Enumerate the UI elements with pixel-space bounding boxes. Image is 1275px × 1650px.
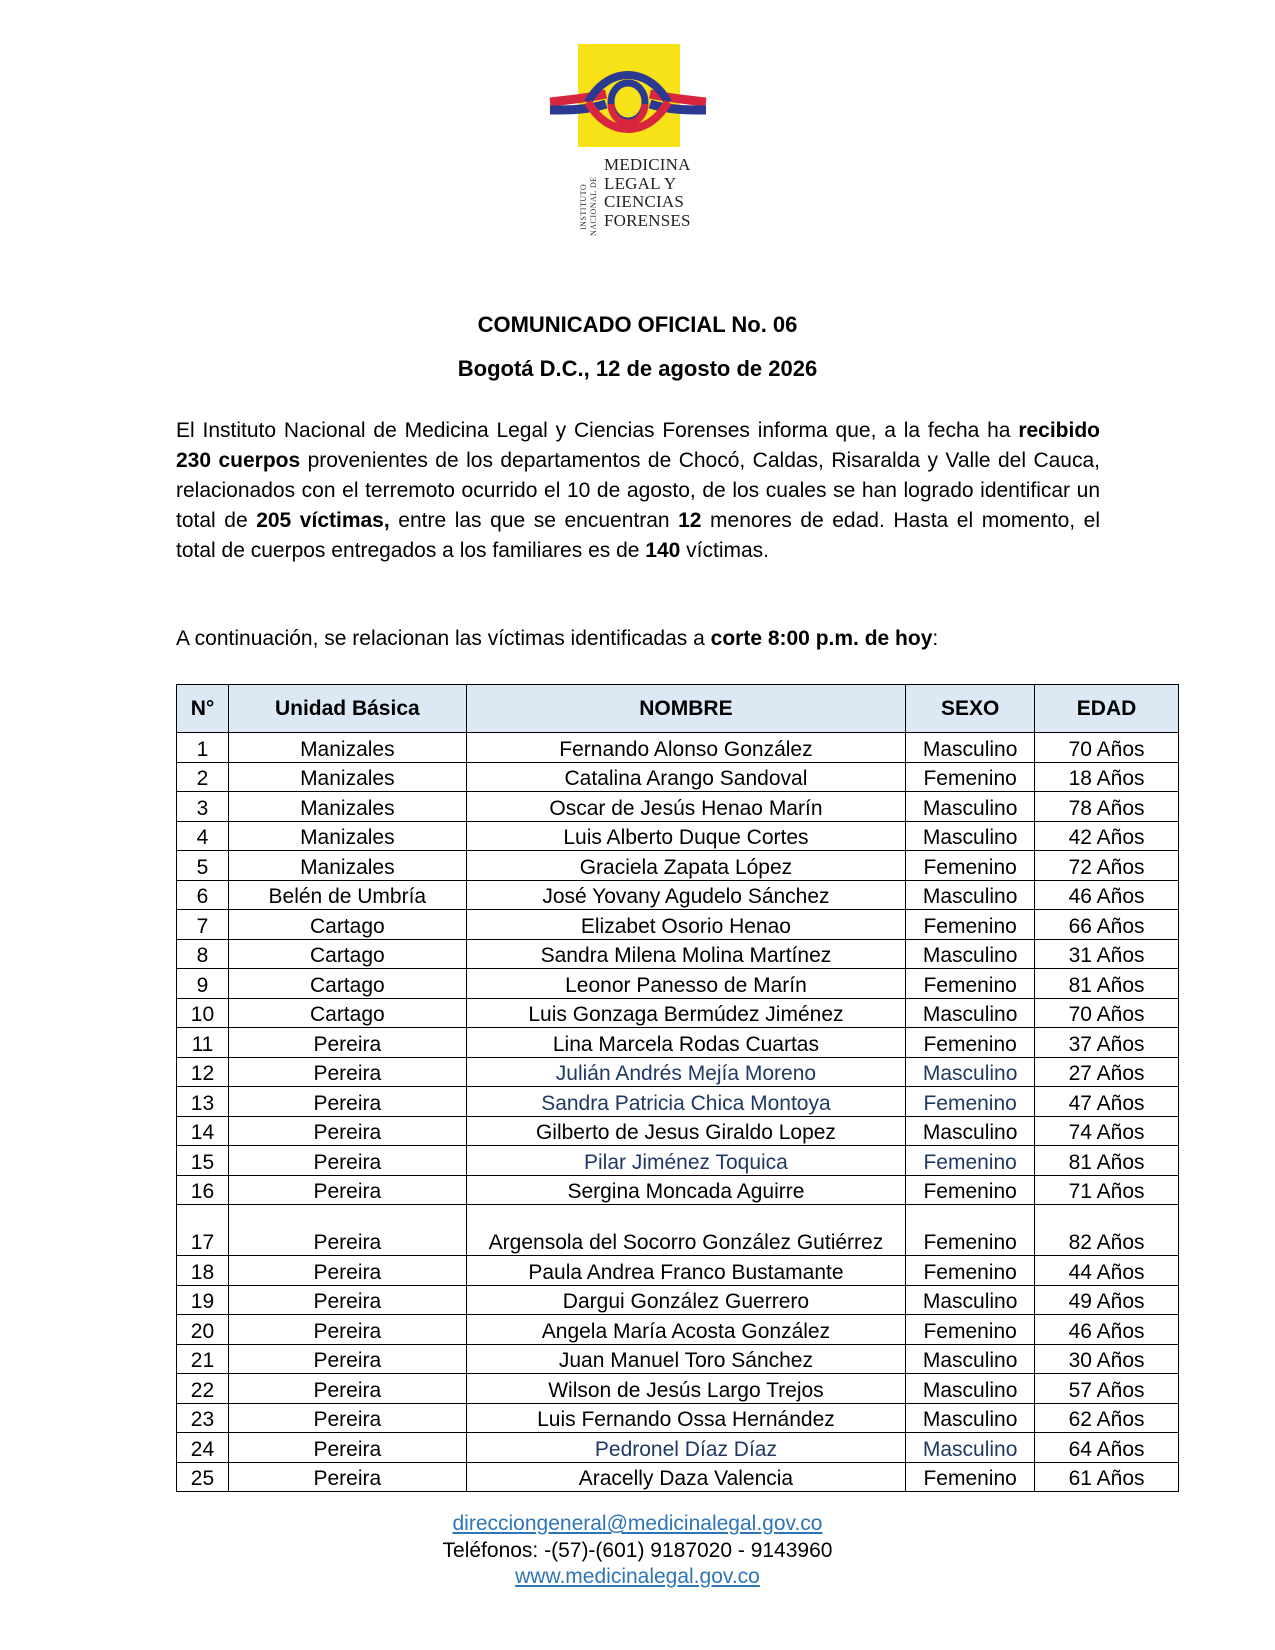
cell-name: Oscar de Jesús Henao Marín (466, 792, 905, 822)
cell-age: 30 Años (1035, 1344, 1179, 1374)
table-row (177, 851, 1179, 881)
cell-sex: Masculino (906, 998, 1035, 1028)
cell-age: 31 Años (1035, 939, 1179, 969)
intro-text-1: El Instituto Nacional de Medicina Legal y Ciencias Forenses informa que, a la fecha ha (176, 419, 1019, 442)
cell-name: Pedronel Díaz Díaz (466, 1433, 905, 1463)
cell-age: 70 Años (1035, 733, 1179, 763)
cell-age: 37 Años (1035, 1028, 1179, 1058)
cell-age: 64 Años (1035, 1433, 1179, 1463)
cell-name: Juan Manuel Toro Sánchez (466, 1344, 905, 1374)
logo-line-2: LEGAL Y (604, 173, 677, 193)
table-row (177, 1087, 1179, 1117)
cell-name: Lina Marcela Rodas Cuartas (466, 1028, 905, 1058)
cell-sex: Femenino (906, 1256, 1035, 1286)
cell-unit: Pereira (228, 1146, 466, 1176)
cell-age: 46 Años (1035, 1315, 1179, 1345)
cell-name: José Yovany Agudelo Sánchez (466, 880, 905, 910)
cell-number: 15 (177, 1146, 229, 1176)
cell-sex: Masculino (906, 1116, 1035, 1146)
cell-age: 18 Años (1035, 762, 1179, 792)
cell-sex: Masculino (906, 939, 1035, 969)
cell-number: 13 (177, 1087, 229, 1117)
cell-unit: Pereira (228, 1116, 466, 1146)
logo-line-3: CIENCIAS (604, 192, 684, 211)
cell-name: Luis Alberto Duque Cortes (466, 821, 905, 851)
cell-name: Sergina Moncada Aguirre (466, 1175, 905, 1205)
list-intro-text-1: A continuación, se relacionan las víctimas identificadas a (176, 627, 711, 650)
cell-number: 2 (177, 762, 229, 792)
table-row (177, 1175, 1179, 1205)
cell-age: 46 Años (1035, 880, 1179, 910)
cell-age: 27 Años (1035, 1057, 1179, 1087)
cell-sex: Masculino (906, 1285, 1035, 1315)
cell-unit: Pereira (228, 1175, 466, 1205)
cell-sex: Masculino (906, 821, 1035, 851)
cell-age: 70 Años (1035, 998, 1179, 1028)
table-row (177, 792, 1179, 822)
cell-sex: Masculino (906, 1344, 1035, 1374)
cell-number: 9 (177, 969, 229, 999)
logo-vertical-text-1: INSTITUTO (579, 183, 588, 230)
cell-sex: Femenino (906, 1462, 1035, 1492)
intro-text-3: entre las que se encuentran (389, 509, 679, 532)
eye-emblem-icon (548, 54, 708, 144)
cell-sex: Masculino (906, 1403, 1035, 1433)
cell-number: 4 (177, 821, 229, 851)
cell-age: 81 Años (1035, 1146, 1179, 1176)
footer-phones: Teléfonos: -(57)-(601) 9187020 - 9143960 (442, 1539, 833, 1562)
table-row (177, 1116, 1179, 1146)
cell-name: Wilson de Jesús Largo Trejos (466, 1374, 905, 1404)
table-row (177, 1403, 1179, 1433)
table-row (177, 910, 1179, 940)
cell-name: Luis Fernando Ossa Hernández (466, 1403, 905, 1433)
cell-name: Sandra Patricia Chica Montoya (466, 1087, 905, 1117)
cell-sex: Femenino (906, 1146, 1035, 1176)
document-date: Bogotá D.C., 12 de agosto de 2026 (457, 356, 818, 381)
table-row (177, 1146, 1179, 1176)
received-bodies-count: recibido 230 cuerpos (176, 419, 1100, 472)
header-unit: Unidad Básica (228, 685, 466, 733)
cell-sex: Masculino (906, 792, 1035, 822)
table-header-row (177, 685, 1179, 733)
cell-number: 3 (177, 792, 229, 822)
cell-age: 71 Años (1035, 1175, 1179, 1205)
cell-age: 61 Años (1035, 1462, 1179, 1492)
cell-name: Luis Gonzaga Bermúdez Jiménez (466, 998, 905, 1028)
intro-paragraph (176, 416, 1100, 566)
table-row (177, 880, 1179, 910)
table-row (177, 1315, 1179, 1345)
cell-unit: Pereira (228, 1403, 466, 1433)
cell-number: 20 (177, 1315, 229, 1345)
cell-sex: Femenino (906, 1175, 1035, 1205)
cell-sex: Masculino (906, 1433, 1035, 1463)
table-row (177, 1462, 1179, 1492)
cell-name: Catalina Arango Sandoval (466, 762, 905, 792)
cell-unit: Manizales (228, 733, 466, 763)
cell-number: 12 (177, 1057, 229, 1087)
table-row (177, 1057, 1179, 1087)
cell-unit: Pereira (228, 1205, 466, 1256)
table-row (177, 1374, 1179, 1404)
cell-unit: Pereira (228, 1256, 466, 1286)
table-row (177, 1256, 1179, 1286)
footer-website-link[interactable]: www.medicinalegal.gov.co (515, 1565, 760, 1588)
cell-unit: Pereira (228, 1374, 466, 1404)
header-number: N° (177, 685, 229, 733)
table-row (177, 939, 1179, 969)
cell-age: 47 Años (1035, 1087, 1179, 1117)
cell-age: 49 Años (1035, 1285, 1179, 1315)
cell-number: 18 (177, 1256, 229, 1286)
cell-age: 42 Años (1035, 821, 1179, 851)
cell-name: Elizabet Osorio Henao (466, 910, 905, 940)
cell-unit: Manizales (228, 762, 466, 792)
cell-name: Sandra Milena Molina Martínez (466, 939, 905, 969)
intro-text-2: provenientes de los departamentos de Chocó, Caldas, Risaralda y Valle del Cauca, relacionados con el terremoto ocurrido el 10 de agosto, de los cuales se han logrado identificar un total de (176, 449, 1100, 532)
cell-sex: Masculino (906, 733, 1035, 763)
cell-unit: Pereira (228, 1285, 466, 1315)
delivered-bodies-count: 140 (645, 539, 681, 562)
cell-number: 22 (177, 1374, 229, 1404)
intro-text-4: menores de edad. Hasta el momento, el total de cuerpos entregados a los familiares es de (176, 509, 1100, 562)
cell-unit: Cartago (228, 969, 466, 999)
table-row (177, 1205, 1179, 1256)
logo-line-4: FORENSES (604, 210, 691, 230)
cell-number: 24 (177, 1433, 229, 1463)
cell-unit: Pereira (228, 1315, 466, 1345)
cell-number: 5 (177, 851, 229, 881)
table-row (177, 1028, 1179, 1058)
cell-age: 81 Años (1035, 969, 1179, 999)
cell-number: 11 (177, 1028, 229, 1058)
logo-line-1: MEDICINA (604, 155, 691, 174)
cell-name: Aracelly Daza Valencia (466, 1462, 905, 1492)
cell-age: 74 Años (1035, 1116, 1179, 1146)
cell-number: 23 (177, 1403, 229, 1433)
table-row (177, 969, 1179, 999)
footer-email-link[interactable]: direcciongeneral@medicinalegal.gov.co (452, 1512, 823, 1535)
cell-age: 62 Años (1035, 1403, 1179, 1433)
cell-sex: Masculino (906, 880, 1035, 910)
cell-unit: Cartago (228, 939, 466, 969)
cell-unit: Belén de Umbría (228, 880, 466, 910)
cell-sex: Femenino (906, 969, 1035, 999)
cell-unit: Cartago (228, 910, 466, 940)
cell-number: 7 (177, 910, 229, 940)
cell-unit: Pereira (228, 1057, 466, 1087)
cell-age: 66 Años (1035, 910, 1179, 940)
cell-name: Paula Andrea Franco Bustamante (466, 1256, 905, 1286)
cell-sex: Femenino (906, 851, 1035, 881)
cell-sex: Masculino (906, 1057, 1035, 1087)
intro-text-5: víctimas. (680, 539, 770, 562)
cell-age: 72 Años (1035, 851, 1179, 881)
cell-name: Gilberto de Jesus Giraldo Lopez (466, 1116, 905, 1146)
cell-sex: Femenino (906, 762, 1035, 792)
victims-table (176, 684, 1179, 1492)
cell-age: 57 Años (1035, 1374, 1179, 1404)
table-row (177, 998, 1179, 1028)
cell-unit: Manizales (228, 851, 466, 881)
header-sex: SEXO (906, 685, 1035, 733)
header-name: NOMBRE (466, 685, 905, 733)
cell-number: 1 (177, 733, 229, 763)
cell-sex: Masculino (906, 1374, 1035, 1404)
cell-unit: Manizales (228, 792, 466, 822)
cell-name: Argensola del Socorro González Gutiérrez (466, 1205, 905, 1256)
header-age: EDAD (1035, 685, 1179, 733)
cell-unit: Pereira (228, 1344, 466, 1374)
cell-name: Julián Andrés Mejía Moreno (466, 1057, 905, 1087)
cell-unit: Manizales (228, 821, 466, 851)
cell-sex: Femenino (906, 1315, 1035, 1345)
cell-unit: Cartago (228, 998, 466, 1028)
cell-unit: Pereira (228, 1087, 466, 1117)
logo-vertical-text-2: NACIONAL DE (589, 176, 598, 236)
cell-sex: Femenino (906, 1205, 1035, 1256)
cell-sex: Femenino (906, 1028, 1035, 1058)
institute-logo (548, 44, 708, 234)
cell-age: 44 Años (1035, 1256, 1179, 1286)
cell-number: 17 (177, 1205, 229, 1256)
cell-sex: Femenino (906, 1087, 1035, 1117)
cell-number: 8 (177, 939, 229, 969)
list-intro-text-2: : (932, 627, 939, 650)
cell-unit: Pereira (228, 1462, 466, 1492)
cell-name: Dargui González Guerrero (466, 1285, 905, 1315)
cell-number: 6 (177, 880, 229, 910)
minors-count: 12 (678, 509, 702, 532)
cutoff-time: corte 8:00 p.m. de hoy (710, 627, 933, 650)
table-row (177, 762, 1179, 792)
cell-number: 10 (177, 998, 229, 1028)
cell-number: 19 (177, 1285, 229, 1315)
cell-number: 25 (177, 1462, 229, 1492)
cell-name: Graciela Zapata López (466, 851, 905, 881)
cell-number: 14 (177, 1116, 229, 1146)
table-row (177, 1433, 1179, 1463)
table-row (177, 821, 1179, 851)
cell-unit: Pereira (228, 1433, 466, 1463)
cell-unit: Pereira (228, 1028, 466, 1058)
cell-age: 82 Años (1035, 1205, 1179, 1256)
table-row (177, 1285, 1179, 1315)
cell-name: Fernando Alonso González (466, 733, 905, 763)
cell-name: Angela María Acosta González (466, 1315, 905, 1345)
cell-name: Pilar Jiménez Toquica (466, 1146, 905, 1176)
list-intro-paragraph (176, 624, 1100, 654)
cell-number: 16 (177, 1175, 229, 1205)
cell-sex: Femenino (906, 910, 1035, 940)
identified-victims-count: 205 víctimas, (256, 509, 390, 532)
table-row (177, 1344, 1179, 1374)
cell-name: Leonor Panesso de Marín (466, 969, 905, 999)
document-title: COMUNICADO OFICIAL No. 06 (477, 312, 798, 337)
cell-number: 21 (177, 1344, 229, 1374)
cell-age: 78 Años (1035, 792, 1179, 822)
table-row (177, 733, 1179, 763)
